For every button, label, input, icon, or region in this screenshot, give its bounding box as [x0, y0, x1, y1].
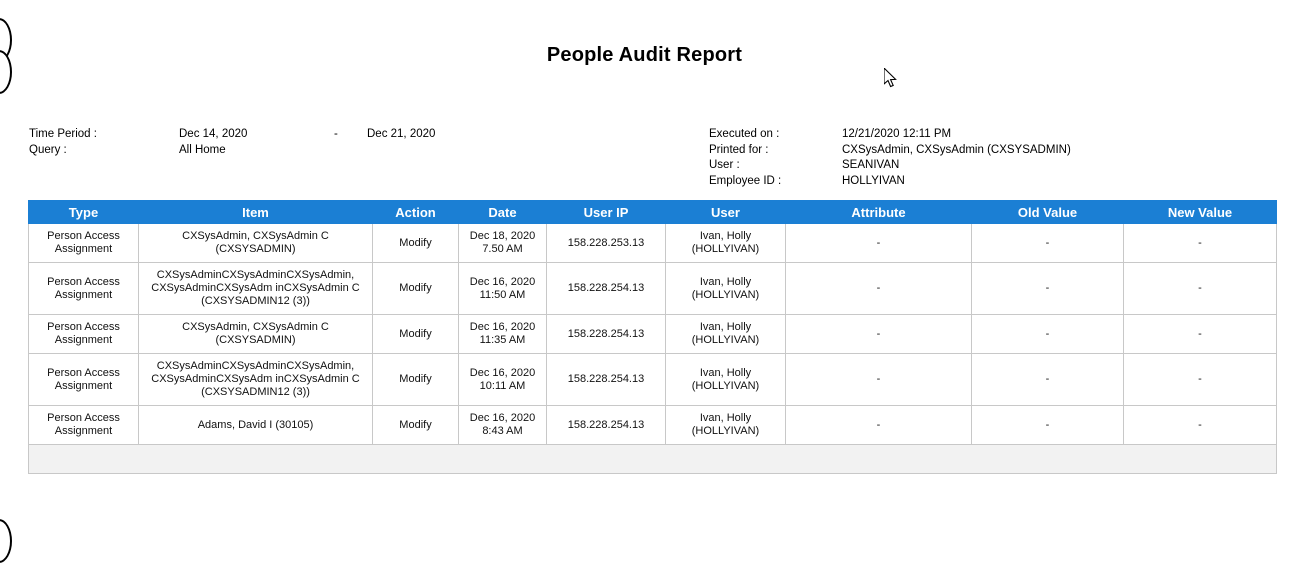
column-header-user-ip[interactable]: User IP — [547, 201, 666, 224]
page-edge-decoration-bottom — [0, 519, 12, 563]
employee-id-label: Employee ID : — [709, 174, 782, 187]
time-period-start-value: Dec 14, 2020 — [179, 128, 248, 140]
cell-old-value: - — [972, 354, 1124, 406]
cell-attribute: - — [786, 315, 972, 354]
metadata-row-user — [709, 158, 1279, 174]
mouse-cursor-icon — [884, 68, 898, 90]
column-header-type[interactable]: Type — [29, 201, 139, 224]
column-header-item[interactable]: Item — [139, 201, 373, 224]
cell-user: Ivan, Holly (HOLLYIVAN) — [666, 263, 786, 315]
column-header-new-value[interactable]: New Value — [1124, 201, 1277, 224]
employee-id-value: HOLLYIVAN — [842, 174, 905, 187]
cell-attribute: - — [786, 263, 972, 315]
cell-attribute: - — [786, 406, 972, 445]
column-header-attribute[interactable]: Attribute — [786, 201, 972, 224]
cell-user: Ivan, Holly (HOLLYIVAN) — [666, 406, 786, 445]
cell-new-value: - — [1124, 406, 1277, 445]
query-label: Query : — [29, 143, 67, 156]
cell-new-value: - — [1124, 354, 1277, 406]
executed-on-value: 12/21/2020 12:11 PM — [842, 128, 952, 140]
cell-type: Person Access Assignment — [29, 406, 139, 445]
table-row — [29, 354, 1277, 406]
metadata-row-query — [29, 143, 689, 159]
cell-item: CXSysAdminCXSysAdminCXSysAdmin, CXSysAdminCXSysAdm inCXSysAdmin C (CXSYSADMIN12 (3)) — [139, 263, 373, 315]
cell-attribute: - — [786, 354, 972, 406]
cell-type: Person Access Assignment — [29, 354, 139, 406]
cell-item: CXSysAdminCXSysAdminCXSysAdmin, CXSysAdminCXSysAdm inCXSysAdmin C (CXSYSADMIN12 (3)) — [139, 354, 373, 406]
cell-action: Modify — [373, 315, 459, 354]
executed-on-label: Executed on : — [709, 128, 780, 140]
cell-new-value: - — [1124, 263, 1277, 315]
cell-old-value: - — [972, 406, 1124, 445]
cell-old-value: - — [972, 263, 1124, 315]
cell-date: Dec 18, 2020 7.50 AM — [459, 224, 547, 263]
page-edge-decoration — [0, 0, 12, 573]
cell-user-ip: 158.228.254.13 — [547, 315, 666, 354]
page-title: People Audit Report — [546, 44, 743, 66]
metadata-row-employee-id — [709, 174, 1279, 190]
user-label: User : — [709, 159, 740, 171]
cell-date: Dec 16, 2020 10:11 AM — [459, 354, 547, 406]
table-row — [29, 224, 1277, 263]
printed-for-value: CXSysAdmin, CXSysAdmin (CXSYSADMIN) — [842, 143, 1071, 156]
cell-type: Person Access Assignment — [29, 224, 139, 263]
printed-for-label: Printed for : — [709, 143, 769, 156]
column-header-date[interactable]: Date — [459, 201, 547, 224]
cell-attribute: - — [786, 224, 972, 263]
time-period-end-value: Dec 21, 2020 — [367, 128, 436, 140]
cell-user-ip: 158.228.254.13 — [547, 263, 666, 315]
cell-user: Ivan, Holly (HOLLYIVAN) — [666, 354, 786, 406]
query-value: All Home — [179, 143, 226, 156]
cell-new-value: - — [1124, 315, 1277, 354]
cell-old-value: - — [972, 315, 1124, 354]
cell-date: Dec 16, 2020 8:43 AM — [459, 406, 547, 445]
cell-user-ip: 158.228.254.13 — [547, 354, 666, 406]
cell-date: Dec 16, 2020 11:35 AM — [459, 315, 547, 354]
metadata-right-column — [709, 127, 1279, 189]
table-row — [29, 315, 1277, 354]
time-period-separator: - — [334, 128, 338, 140]
metadata-left-column — [29, 127, 689, 158]
cell-date: Dec 16, 2020 11:50 AM — [459, 263, 547, 315]
column-header-old-value[interactable]: Old Value — [972, 201, 1124, 224]
cell-user-ip: 158.228.254.13 — [547, 406, 666, 445]
cell-old-value: - — [972, 224, 1124, 263]
table-footer-filler-row — [29, 445, 1277, 474]
cell-item: CXSysAdmin, CXSysAdmin C (CXSYSADMIN) — [139, 315, 373, 354]
column-header-action[interactable]: Action — [373, 201, 459, 224]
metadata-row-printed-for — [709, 143, 1279, 159]
cell-action: Modify — [373, 406, 459, 445]
table-row — [29, 406, 1277, 445]
table-row — [29, 263, 1277, 315]
cell-user-ip: 158.228.253.13 — [547, 224, 666, 263]
cell-action: Modify — [373, 354, 459, 406]
cell-type: Person Access Assignment — [29, 263, 139, 315]
table-footer-filler-cell — [29, 445, 1277, 474]
metadata-row-time-period — [29, 127, 689, 143]
cell-item: CXSysAdmin, CXSysAdmin C (CXSYSADMIN) — [139, 224, 373, 263]
table-header-row — [29, 201, 1277, 224]
cell-type: Person Access Assignment — [29, 315, 139, 354]
cell-action: Modify — [373, 224, 459, 263]
column-header-user[interactable]: User — [666, 201, 786, 224]
time-period-label: Time Period : — [29, 128, 97, 140]
cell-user: Ivan, Holly (HOLLYIVAN) — [666, 224, 786, 263]
cell-user: Ivan, Holly (HOLLYIVAN) — [666, 315, 786, 354]
cell-action: Modify — [373, 263, 459, 315]
cell-new-value: - — [1124, 224, 1277, 263]
metadata-row-executed-on — [709, 127, 1279, 143]
user-value: SEANIVAN — [842, 159, 900, 171]
audit-table — [28, 200, 1277, 474]
cell-item: Adams, David I (30105) — [139, 406, 373, 445]
